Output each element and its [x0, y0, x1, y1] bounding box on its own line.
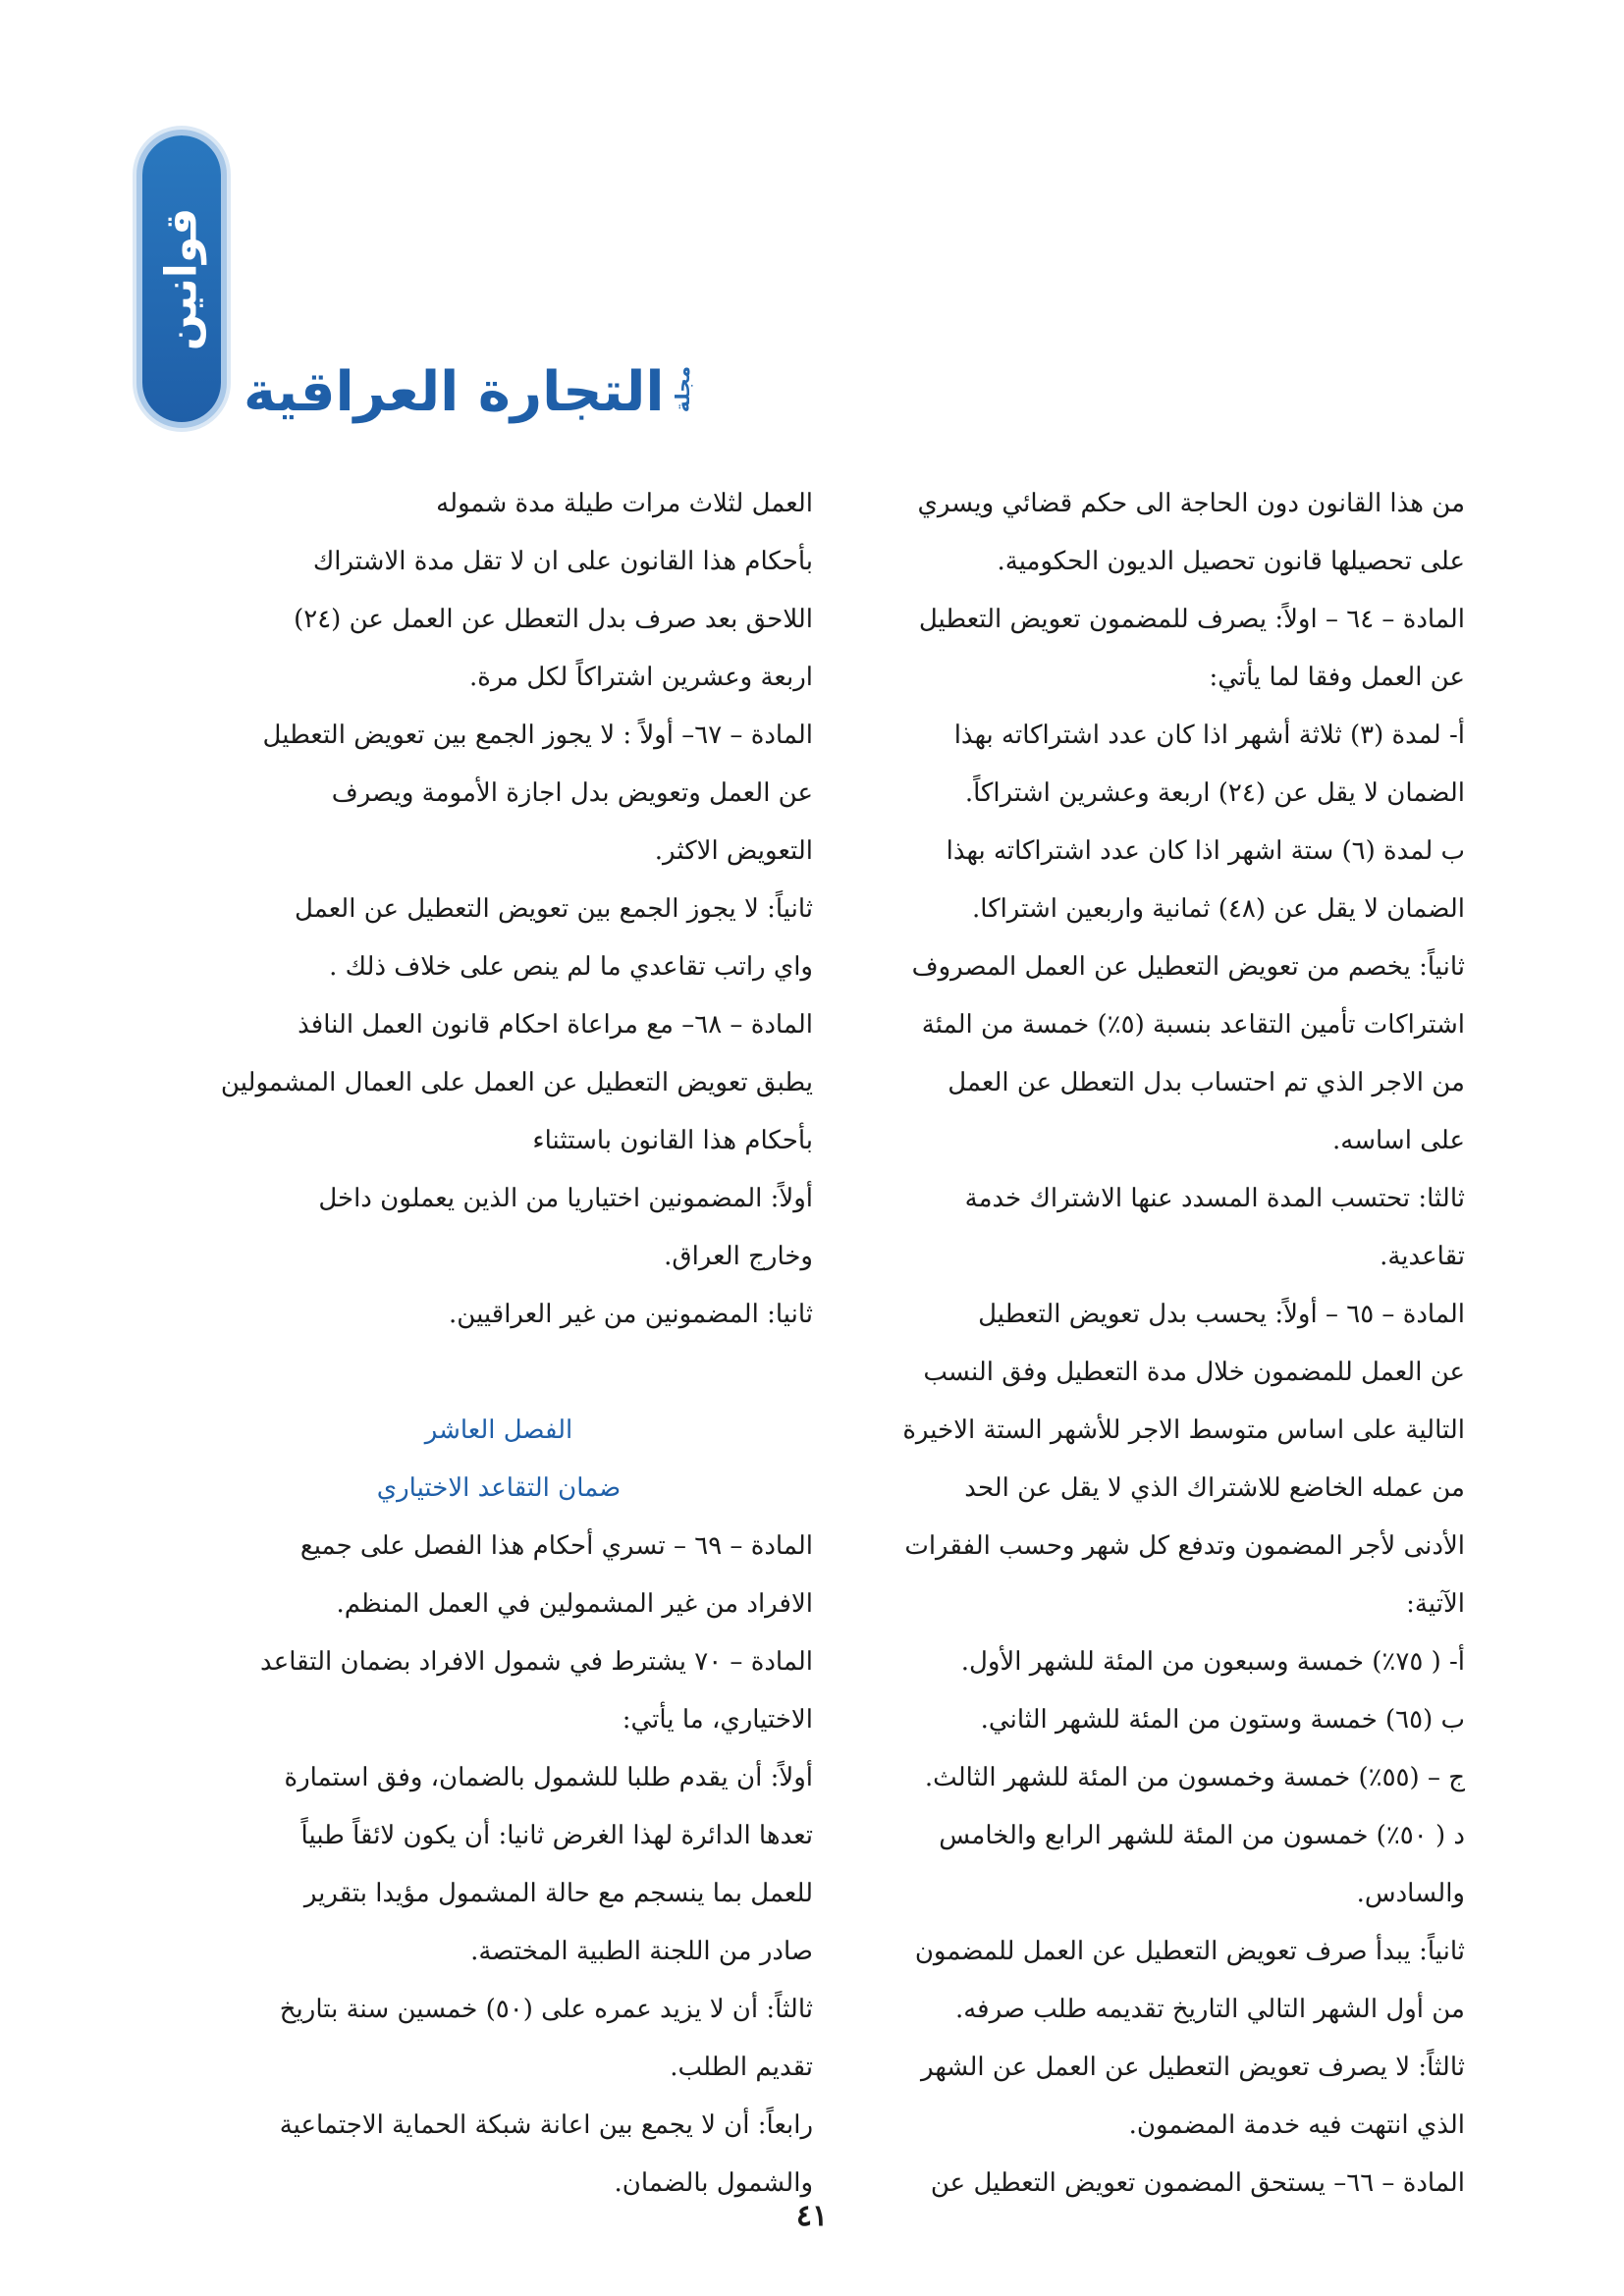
text-line: والشمول بالضمان.	[614, 2168, 813, 2198]
left-column-top	[185, 475, 813, 1344]
left-column	[185, 475, 813, 2213]
text-line: التالية على اساس متوسط الاجر للأشهر الستة الاخيرة	[902, 1415, 1465, 1445]
text-line: عن العمل وفقا لما يأتي:	[1209, 663, 1465, 692]
text-line: أولاً: أن يقدم طلبا للشمول بالضمان، وفق استمارة	[284, 1763, 813, 1792]
text-line: العمل لثلاث مرات طيلة مدة شموله	[436, 489, 813, 518]
text-line: الأدنى لأجر المضمون وتدفع كل شهر وحسب الفقرات	[904, 1531, 1465, 1561]
text-line: أ- لمدة (٣) ثلاثة أشهر اذا كان عدد اشتراكاته بهذا	[953, 721, 1465, 750]
text-line: ثانياً: يخصم من تعويض التعطيل عن العمل المصروف	[911, 952, 1465, 982]
text-line: ثالثاً: أن لا يزيد عمره على (٥٠) خمسين سنة بتاريخ	[279, 1995, 813, 2024]
chapter-title: الفصل العاشر	[424, 1415, 573, 1445]
text-line: اربعة وعشرين اشتراكاً لكل مرة.	[468, 663, 813, 692]
text-line: المادة – ٧٠ يشترط في شمول الافراد بضمان التقاعد	[260, 1647, 813, 1677]
text-line: اللاحق بعد صرف بدل التعطل عن العمل عن (٢٤)	[294, 605, 813, 634]
logo-small-text: مجلة	[670, 365, 694, 412]
text-line: ب (٦٥) خمسة وستون من المئة للشهر الثاني.	[980, 1705, 1465, 1735]
text-line: الذي انتهت فيه خدمة المضمون.	[1128, 2110, 1465, 2140]
text-line: ب لمدة (٦) ستة اشهر اذا كان عدد اشتراكاته بهذا	[946, 836, 1465, 866]
text-line: صادر من اللجنة الطبية المختصة.	[470, 1937, 813, 1966]
text-line: واي راتب تقاعدي ما لم ينص على خلاف ذلك .	[329, 952, 813, 982]
text-line: ج – (٥٥٪) خمسة وخمسون من المئة للشهر الثالث.	[924, 1763, 1465, 1792]
text-line: ثالثا: تحتسب المدة المسدد عنها الاشتراك خدمة	[964, 1184, 1465, 1213]
text-line: الضمان لا يقل عن (٢٤) اربعة وعشرين اشتراكاً.	[964, 778, 1465, 808]
text-line: الافراد من غير المشمولين في العمل المنظم.	[336, 1589, 813, 1619]
text-line: المادة – ٦٥ – أولاً: يحسب بدل تعويض التعطيل	[978, 1300, 1465, 1329]
text-line: ثالثاً: لا يصرف تعويض التعطيل عن العمل عن الشهر	[920, 2053, 1465, 2082]
text-line: من هذا القانون دون الحاجة الى حكم قضائي ويسري	[917, 489, 1465, 518]
text-line: ثانياً: لا يجوز الجمع بين تعويض التعطيل عن العمل	[295, 894, 813, 924]
section-tab	[142, 135, 221, 422]
text-line: للعمل بما ينسجم مع حالة المشمول مؤيدا بتقرير	[303, 1879, 813, 1908]
magazine-logo	[244, 342, 694, 424]
page-number: ٤١	[795, 2199, 829, 2233]
text-line: المادة – ٦٧– أولاً : لا يجوز الجمع بين تعويض التعطيل	[262, 721, 813, 750]
text-line: المادة – ٦٤ – اولاً: يصرف للمضمون تعويض التعطيل	[918, 605, 1465, 634]
text-line: الضمان لا يقل عن (٤٨) ثمانية واربعين اشتراكا.	[972, 894, 1465, 924]
text-line: ثانيا: المضمونين من غير العراقيين.	[449, 1300, 813, 1329]
chapter-subtitle: ضمان التقاعد الاختياري	[376, 1473, 622, 1503]
text-line: أولاً: المضمونين اختياريا من الذين يعملون داخل	[318, 1184, 813, 1213]
right-column	[837, 475, 1465, 2213]
text-line: المادة – ٦٩ – تسري أحكام هذا الفصل على جميع	[299, 1531, 813, 1561]
text-line: من عمله الخاضع للاشتراك الذي لا يقل عن الحد	[964, 1473, 1465, 1503]
text-line: على اساسه.	[1332, 1126, 1465, 1155]
text-line: بأحكام هذا القانون على ان لا تقل مدة الاشتراك	[312, 547, 813, 576]
text-line: المادة – ٦٦– يستحق المضمون تعويض التعطيل عن	[930, 2168, 1465, 2198]
logo-main-text: التجارة العراقية	[244, 360, 665, 424]
text-line: الآتية:	[1406, 1589, 1465, 1619]
text-line: التعويض الاكثر.	[654, 836, 813, 866]
text-line: المادة – ٦٨– مع مراعاة احكام قانون العمل النافذ	[298, 1010, 813, 1040]
text-line: وخارج العراق.	[664, 1242, 813, 1271]
text-line: الاختياري، ما يأتي:	[622, 1705, 813, 1735]
text-line: أ- ( ٧٥٪) خمسة وسبعون من المئة للشهر الأول.	[960, 1647, 1465, 1677]
section-tab-label: قوانين	[156, 207, 207, 350]
text-line: اشتراكات تأمين التقاعد بنسبة (٥٪) خمسة من المئة	[921, 1010, 1465, 1040]
text-line: عن العمل للمضمون خلال مدة التعطيل وفق النسب	[923, 1358, 1465, 1387]
text-line: د ( ٥٠٪) خمسون من المئة للشهر الرابع والخامس	[939, 1821, 1465, 1850]
text-line: بأحكام هذا القانون باستثناء	[532, 1126, 813, 1155]
text-line: تقديم الطلب.	[670, 2053, 813, 2082]
text-line: من أول الشهر التالي التاريخ تقديمه طلب صرفه.	[954, 1995, 1465, 2024]
text-line: والسادس.	[1356, 1879, 1465, 1908]
spacer	[185, 1344, 813, 1402]
text-line: من الاجر الذي تم احتساب بدل التعطل عن العمل	[947, 1068, 1465, 1097]
text-line: يطبق تعويض التعطيل عن العمل على العمال المشمولين	[220, 1068, 813, 1097]
text-line: عن العمل وتعويض بدل اجازة الأمومة ويصرف	[331, 778, 813, 808]
text-line: تقاعدية.	[1380, 1242, 1465, 1271]
left-column-bottom	[185, 1518, 813, 2213]
text-line: تعدها الدائرة لهذا الغرض ثانيا: أن يكون لائقاً طبياً	[300, 1821, 813, 1850]
text-line: رابعاً: أن لا يجمع بين اعانة شبكة الحماية الاجتماعية	[279, 2110, 813, 2140]
text-line: على تحصيلها قانون تحصيل الديون الحكومية.	[997, 547, 1465, 576]
text-line: ثانياً: يبدأ صرف تعويض التعطيل عن العمل للمضمون	[914, 1937, 1465, 1966]
